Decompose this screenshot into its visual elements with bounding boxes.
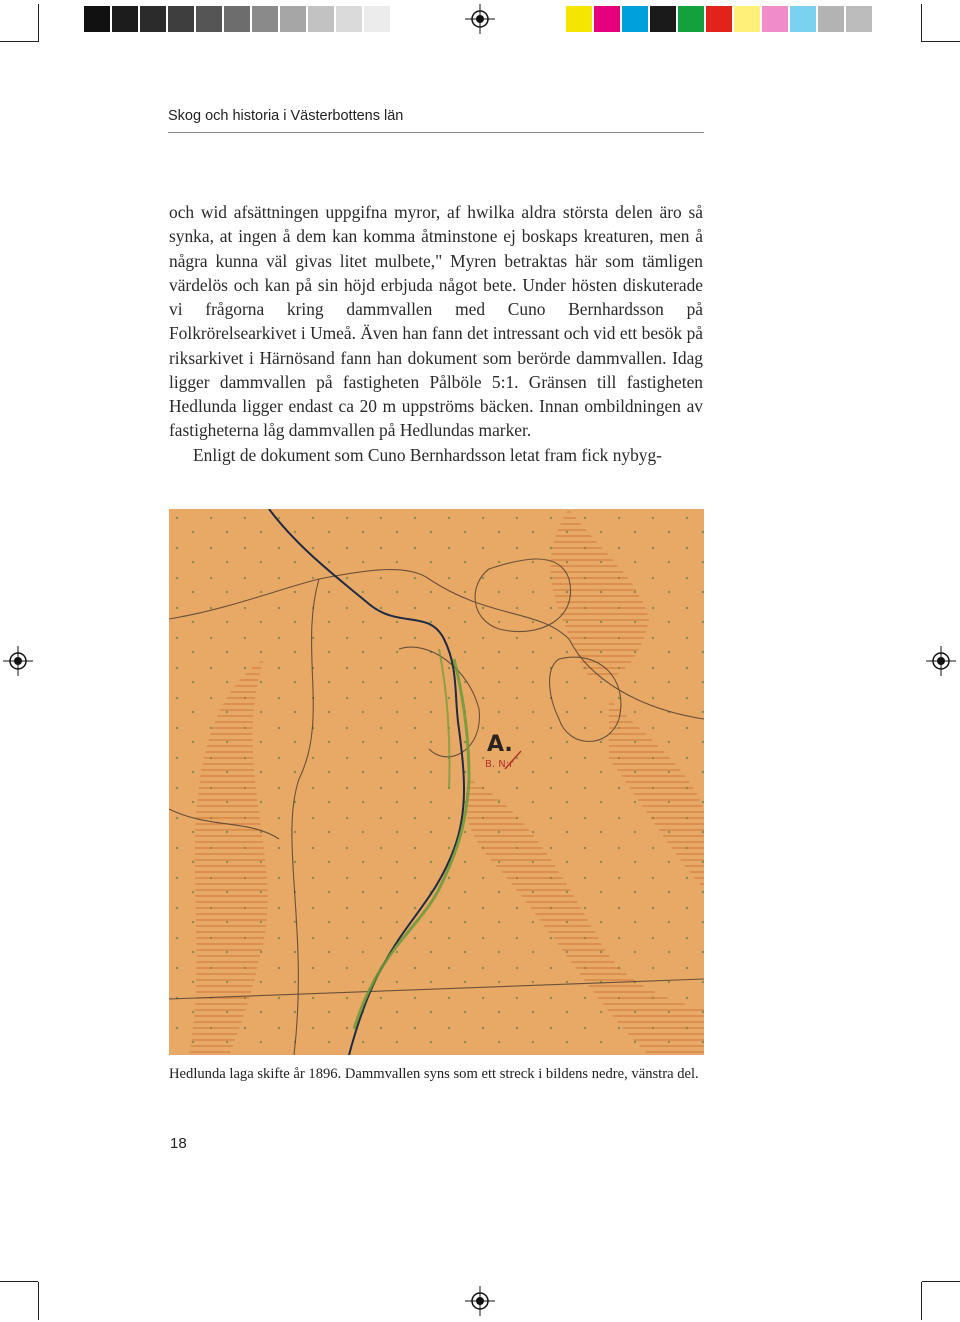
paragraph: och wid afsättningen uppgifna myror, af hwilka aldra största delen äro så synka, at ingen å dem kan komma åtminstone ej boskaps kreaturen, men å några kunna väl givas litet mulbete," Myren betraktas här som tämligen värdelös och kan på sin höjd erbjuda något bete. Under hösten diskuterade vi frågorna kring dammvallen med Cuno Bernhardsson på Folkrörelsearkivet i Umeå. Även han fann det intressant och vid ett besök på riksarkivet i Härnösand fann han dokument som berörde dammvallen. Idag ligger dammvallen på fastigheten Pålböle 5:1. Gränsen till fastigheten Hedlunda ligger endast ca 20 m uppströms bäcken. Innan ombildningen av fastigheterna låg dammvallen på Hedlundas marker. bbox=[169, 202, 703, 441]
paragraph: Enligt de dokument som Cuno Bernhardsson letat fram fick nybyg- bbox=[193, 444, 662, 465]
map-image bbox=[169, 509, 704, 1055]
page-number: 18 bbox=[170, 1135, 187, 1152]
historical-map-figure bbox=[169, 509, 704, 1055]
body-text bbox=[169, 200, 703, 467]
running-header: Skog och historia i Västerbottens län bbox=[168, 108, 704, 133]
registration-mark-bottom-icon bbox=[465, 1286, 495, 1316]
registration-mark-top-icon bbox=[465, 4, 495, 34]
figure-caption: Hedlunda laga skifte år 1896. Dammvallen syns som ett streck i bildens nedre, vänstra del. bbox=[169, 1066, 699, 1082]
map-label-note: B. N:r bbox=[485, 759, 514, 770]
registration-mark-right-icon bbox=[926, 646, 956, 676]
registration-mark-left-icon bbox=[3, 646, 33, 676]
map-label-a: A. bbox=[487, 732, 513, 757]
